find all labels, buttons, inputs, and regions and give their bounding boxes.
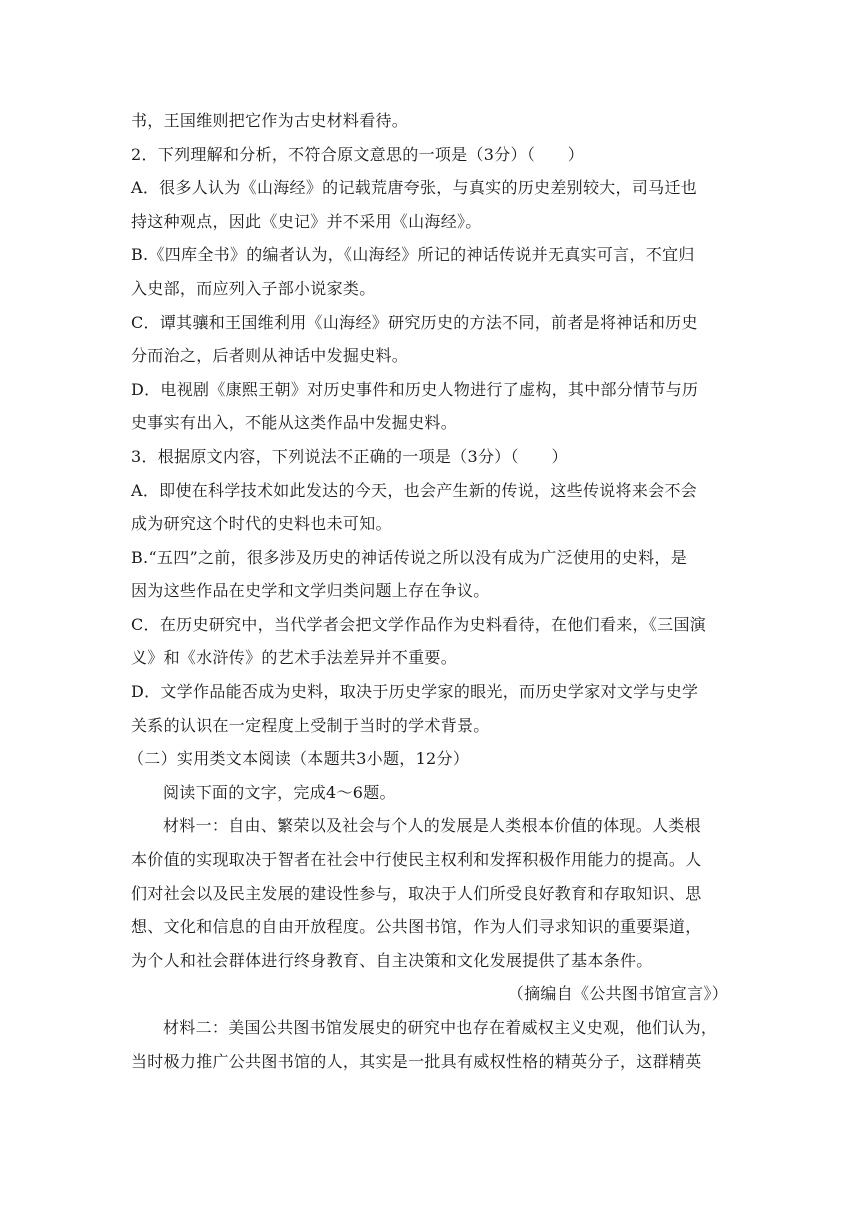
material-2-para: 材料二：美国公共图书馆发展史的研究中也存在着威权主义史观，他们认为， [163, 1018, 718, 1037]
question-2-option-c-cont: 分而治之，后者则从神话中发掘史料。 [131, 346, 409, 365]
material-1-line-2: 本价值的实现取决于智者在社会中行使民主权利和发挥积极作用能力的提高。人 [131, 850, 702, 869]
question-2-option-a-cont: 持这种观点，因此《史记》并不采用《山海经》。 [131, 212, 482, 231]
material-1-line-5: 为个人和社会群体进行终身教育、自主决策和文化发展提供了基本条件。 [131, 951, 653, 970]
material-1-para: 材料一：自由、繁荣以及社会与个人的发展是人类根本价值的体现。人类根 [163, 816, 701, 835]
question-3-stem: 3．根据原文内容，下列说法不正确的一项是（3分）（ ） [131, 447, 568, 466]
question-3-option-a: A．即使在科学技术如此发达的今天，也会产生新的传说，这些传说将来会不会 [131, 481, 698, 500]
question-3-option-b: B.“五四”之前，很多涉及历史的神话传说之所以没有成为广泛使用的史料，是 [131, 548, 688, 567]
question-3-option-c-cont: 义》和《水浒传》的艺术手法差异并不重要。 [131, 648, 458, 667]
question-2-option-d-cont: 史事实有出入，不能从这类作品中发掘史料。 [131, 413, 458, 432]
question-2-option-b-cont: 入史部，而应列入子部小说家类。 [131, 279, 376, 298]
question-3-option-a-cont: 成为研究这个时代的史料也未可知。 [131, 514, 392, 533]
question-2-stem: 2．下列理解和分析，不符合原文意思的一项是（3分）（ ） [131, 145, 585, 164]
question-3-option-b-cont: 因为这些作品在史学和文学归类问题上存在争议。 [131, 581, 490, 600]
question-3-option-c: C．在历史研究中，当代学者会把文学作品作为史料看待，在他们看来，《三国演 [131, 615, 707, 634]
question-3-option-d: D．文学作品能否成为史料，取决于历史学家的眼光，而历史学家对文学与史学 [131, 682, 699, 701]
material-1-line-4: 想、文化和信息的自由开放程度。公共图书馆，作为人们寻求知识的重要渠道， [131, 917, 702, 936]
question-2-option-d: D．电视剧《康熙王朝》对历史事件和历史人物进行了虚构，其中部分情节与历 [131, 380, 699, 399]
material-1-line-3: 们对社会以及民主发展的建设性参与，取决于人们所受良好教育和存取知识、思 [131, 884, 702, 903]
question-2-option-c: C．谭其骧和王国维利用《山海经》研究历史的方法不同，前者是将神话和历史 [131, 313, 698, 332]
question-3-option-d-cont: 关系的认识在一定程度上受制于当时的学术背景。 [131, 716, 490, 735]
section-heading: （二）实用类文本阅读（本题共3小题，12分） [128, 749, 470, 768]
reading-instruction: 阅读下面的文字，完成4～6题。 [163, 783, 396, 802]
material-1-source: （摘编自《公共图书馆宣言》） [507, 984, 728, 1003]
material-2-line-2: 当时极力推广公共图书馆的人，其实是一批具有威权性格的精英分子，这群精英 [131, 1052, 702, 1071]
question-2-option-a: A．很多人认为《山海经》的记载荒唐夸张，与真实的历史差别较大，司马迁也 [131, 178, 698, 197]
question-2-option-b: B.《四库全书》的编者认为，《山海经》所记的神话传说并无真实可言，不宜归 [131, 245, 695, 264]
text-line-continuation: 书，王国维则把它作为古史材料看待。 [131, 111, 409, 130]
